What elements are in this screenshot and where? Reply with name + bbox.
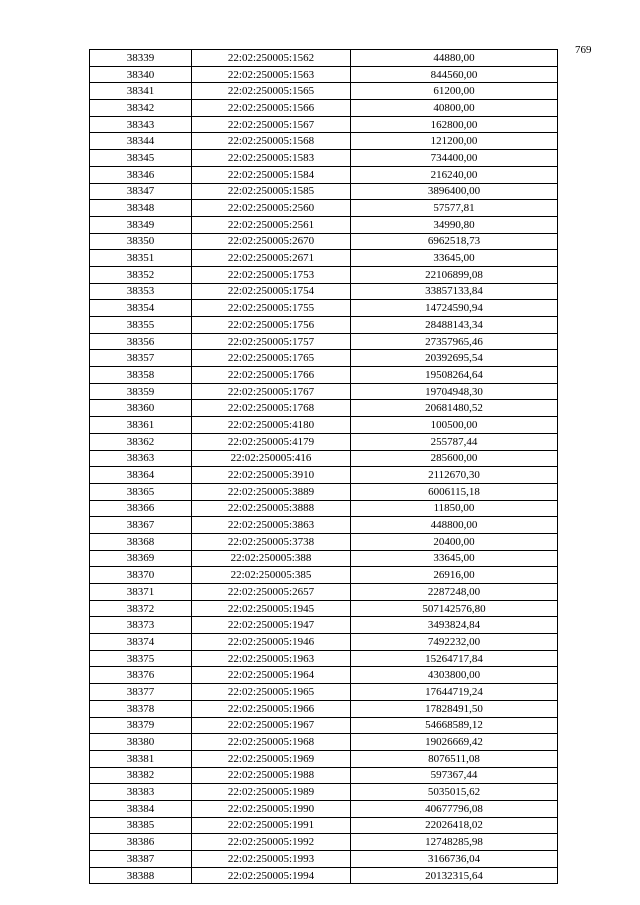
- cadastral-value-cell: 17828491,50: [351, 700, 558, 717]
- row-number-cell: 38364: [90, 467, 192, 484]
- table-row: [90, 483, 558, 500]
- cadastral-number-cell: 22:02:250005:3738: [192, 533, 351, 550]
- cadastral-number-cell: 22:02:250005:1993: [192, 851, 351, 868]
- cadastral-value-cell: 597367,44: [351, 767, 558, 784]
- row-number-cell: 38344: [90, 133, 192, 150]
- table-row: [90, 851, 558, 868]
- row-number-cell: 38354: [90, 300, 192, 317]
- cadastral-number-cell: 22:02:250005:1945: [192, 600, 351, 617]
- cadastral-number-cell: 22:02:250005:2657: [192, 584, 351, 601]
- cadastral-number-cell: 22:02:250005:2561: [192, 216, 351, 233]
- cadastral-number-cell: 22:02:250005:1946: [192, 634, 351, 651]
- cadastral-value-cell: 216240,00: [351, 166, 558, 183]
- table-row: [90, 383, 558, 400]
- row-number-cell: 38382: [90, 767, 192, 784]
- cadastral-value-cell: 3166736,04: [351, 851, 558, 868]
- row-number-cell: 38357: [90, 350, 192, 367]
- table-row: [90, 684, 558, 701]
- row-number-cell: 38384: [90, 800, 192, 817]
- table-row: [90, 817, 558, 834]
- table-row: [90, 500, 558, 517]
- cadastral-number-cell: 22:02:250005:1765: [192, 350, 351, 367]
- cadastral-value-cell: 34990,80: [351, 216, 558, 233]
- table-row: [90, 417, 558, 434]
- cadastral-number-cell: 22:02:250005:1988: [192, 767, 351, 784]
- row-number-cell: 38345: [90, 150, 192, 167]
- table-row: [90, 533, 558, 550]
- cadastral-value-cell: 15264717,84: [351, 650, 558, 667]
- cadastral-number-cell: 22:02:250005:1756: [192, 317, 351, 334]
- cadastral-number-cell: 22:02:250005:1583: [192, 150, 351, 167]
- cadastral-value-cell: 54668589,12: [351, 717, 558, 734]
- row-number-cell: 38376: [90, 667, 192, 684]
- cadastral-number-cell: 22:02:250005:1969: [192, 750, 351, 767]
- cadastral-value-cell: 7492232,00: [351, 634, 558, 651]
- table-row: [90, 700, 558, 717]
- table-row: [90, 300, 558, 317]
- table-row: [90, 467, 558, 484]
- cadastral-value-cell: 3896400,00: [351, 183, 558, 200]
- row-number-cell: 38372: [90, 600, 192, 617]
- table-row: [90, 350, 558, 367]
- cadastral-value-cell: 2112670,30: [351, 467, 558, 484]
- row-number-cell: 38353: [90, 283, 192, 300]
- row-number-cell: 38365: [90, 483, 192, 500]
- row-number-cell: 38349: [90, 216, 192, 233]
- row-number-cell: 38363: [90, 450, 192, 467]
- row-number-cell: 38351: [90, 250, 192, 267]
- row-number-cell: 38343: [90, 116, 192, 133]
- row-number-cell: 38362: [90, 433, 192, 450]
- row-number-cell: 38367: [90, 517, 192, 534]
- table-row: [90, 517, 558, 534]
- table-row: [90, 317, 558, 334]
- cadastral-number-cell: 22:02:250005:1565: [192, 83, 351, 100]
- cadastral-number-cell: 22:02:250005:1965: [192, 684, 351, 701]
- row-number-cell: 38386: [90, 834, 192, 851]
- cadastral-number-cell: 22:02:250005:1968: [192, 734, 351, 751]
- cadastral-number-cell: 22:02:250005:1766: [192, 367, 351, 384]
- row-number-cell: 38381: [90, 750, 192, 767]
- cadastral-value-cell: 57577,81: [351, 200, 558, 217]
- cadastral-number-cell: 22:02:250005:1963: [192, 650, 351, 667]
- row-number-cell: 38350: [90, 233, 192, 250]
- cadastral-value-table: [89, 49, 558, 884]
- cadastral-value-cell: 33857133,84: [351, 283, 558, 300]
- row-number-cell: 38385: [90, 817, 192, 834]
- cadastral-number-cell: 22:02:250005:1990: [192, 800, 351, 817]
- cadastral-number-cell: 22:02:250005:3910: [192, 467, 351, 484]
- cadastral-value-cell: 17644719,24: [351, 684, 558, 701]
- cadastral-value-cell: 6962518,73: [351, 233, 558, 250]
- cadastral-number-cell: 22:02:250005:385: [192, 567, 351, 584]
- table-row: [90, 367, 558, 384]
- cadastral-value-cell: 33645,00: [351, 250, 558, 267]
- cadastral-value-cell: 5035015,62: [351, 784, 558, 801]
- cadastral-number-cell: 22:02:250005:416: [192, 450, 351, 467]
- table-row: [90, 634, 558, 651]
- cadastral-number-cell: 22:02:250005:2560: [192, 200, 351, 217]
- cadastral-number-cell: 22:02:250005:2671: [192, 250, 351, 267]
- table-row: [90, 50, 558, 67]
- cadastral-value-cell: 844560,00: [351, 66, 558, 83]
- cadastral-value-cell: 121200,00: [351, 133, 558, 150]
- table-row: [90, 617, 558, 634]
- row-number-cell: 38348: [90, 200, 192, 217]
- table-row: [90, 233, 558, 250]
- cadastral-value-cell: 20400,00: [351, 533, 558, 550]
- cadastral-value-cell: 20132315,64: [351, 867, 558, 884]
- row-number-cell: 38373: [90, 617, 192, 634]
- cadastral-number-cell: 22:02:250005:1568: [192, 133, 351, 150]
- table-row: [90, 116, 558, 133]
- page-number: 769: [575, 44, 592, 56]
- cadastral-value-cell: 255787,44: [351, 433, 558, 450]
- cadastral-value-cell: 12748285,98: [351, 834, 558, 851]
- table-row: [90, 734, 558, 751]
- row-number-cell: 38360: [90, 400, 192, 417]
- cadastral-number-cell: 22:02:250005:1994: [192, 867, 351, 884]
- cadastral-number-cell: 22:02:250005:1964: [192, 667, 351, 684]
- cadastral-value-cell: 40677796,08: [351, 800, 558, 817]
- row-number-cell: 38361: [90, 417, 192, 434]
- cadastral-value-cell: 61200,00: [351, 83, 558, 100]
- table-row: [90, 333, 558, 350]
- table-row: [90, 100, 558, 117]
- cadastral-value-cell: 40800,00: [351, 100, 558, 117]
- row-number-cell: 38388: [90, 867, 192, 884]
- cadastral-value-cell: 2287248,00: [351, 584, 558, 601]
- cadastral-value-cell: 14724590,94: [351, 300, 558, 317]
- cadastral-value-cell: 22106899,08: [351, 266, 558, 283]
- table-row: [90, 717, 558, 734]
- table-row: [90, 133, 558, 150]
- table-row: [90, 667, 558, 684]
- cadastral-value-cell: 20681480,52: [351, 400, 558, 417]
- row-number-cell: 38352: [90, 266, 192, 283]
- cadastral-value-cell: 26916,00: [351, 567, 558, 584]
- table-row: [90, 83, 558, 100]
- cadastral-value-cell: 100500,00: [351, 417, 558, 434]
- row-number-cell: 38379: [90, 717, 192, 734]
- cadastral-number-cell: 22:02:250005:1757: [192, 333, 351, 350]
- cadastral-number-cell: 22:02:250005:1585: [192, 183, 351, 200]
- cadastral-value-cell: 507142576,80: [351, 600, 558, 617]
- table-row: [90, 150, 558, 167]
- cadastral-number-cell: 22:02:250005:1947: [192, 617, 351, 634]
- table-row: [90, 283, 558, 300]
- table-row: [90, 567, 558, 584]
- cadastral-number-cell: 22:02:250005:3888: [192, 500, 351, 517]
- cadastral-number-cell: 22:02:250005:4180: [192, 417, 351, 434]
- table-row: [90, 450, 558, 467]
- cadastral-number-cell: 22:02:250005:1754: [192, 283, 351, 300]
- table-row: [90, 767, 558, 784]
- table-row: [90, 550, 558, 567]
- row-number-cell: 38355: [90, 317, 192, 334]
- cadastral-number-cell: 22:02:250005:1967: [192, 717, 351, 734]
- cadastral-number-cell: 22:02:250005:1562: [192, 50, 351, 67]
- cadastral-value-cell: 285600,00: [351, 450, 558, 467]
- row-number-cell: 38387: [90, 851, 192, 868]
- table-row: [90, 800, 558, 817]
- cadastral-value-cell: 19026669,42: [351, 734, 558, 751]
- row-number-cell: 38380: [90, 734, 192, 751]
- cadastral-number-cell: 22:02:250005:1992: [192, 834, 351, 851]
- table-row: [90, 600, 558, 617]
- cadastral-number-cell: 22:02:250005:1989: [192, 784, 351, 801]
- cadastral-value-cell: 27357965,46: [351, 333, 558, 350]
- cadastral-number-cell: 22:02:250005:1566: [192, 100, 351, 117]
- row-number-cell: 38347: [90, 183, 192, 200]
- cadastral-number-cell: 22:02:250005:1991: [192, 817, 351, 834]
- cadastral-number-cell: 22:02:250005:2670: [192, 233, 351, 250]
- row-number-cell: 38383: [90, 784, 192, 801]
- row-number-cell: 38375: [90, 650, 192, 667]
- cadastral-number-cell: 22:02:250005:3863: [192, 517, 351, 534]
- cadastral-number-cell: 22:02:250005:1753: [192, 266, 351, 283]
- cadastral-value-cell: 20392695,54: [351, 350, 558, 367]
- table-row: [90, 266, 558, 283]
- row-number-cell: 38378: [90, 700, 192, 717]
- row-number-cell: 38346: [90, 166, 192, 183]
- table-row: [90, 66, 558, 83]
- cadastral-number-cell: 22:02:250005:1563: [192, 66, 351, 83]
- cadastral-value-cell: 4303800,00: [351, 667, 558, 684]
- cadastral-number-cell: 22:02:250005:388: [192, 550, 351, 567]
- cadastral-number-cell: 22:02:250005:1755: [192, 300, 351, 317]
- table-row: [90, 650, 558, 667]
- table-row: [90, 584, 558, 601]
- row-number-cell: 38377: [90, 684, 192, 701]
- table-row: [90, 166, 558, 183]
- row-number-cell: 38374: [90, 634, 192, 651]
- row-number-cell: 38368: [90, 533, 192, 550]
- row-number-cell: 38342: [90, 100, 192, 117]
- cadastral-number-cell: 22:02:250005:4179: [192, 433, 351, 450]
- cadastral-value-cell: 44880,00: [351, 50, 558, 67]
- table-row: [90, 400, 558, 417]
- table-row: [90, 784, 558, 801]
- cadastral-number-cell: 22:02:250005:3889: [192, 483, 351, 500]
- row-number-cell: 38358: [90, 367, 192, 384]
- cadastral-number-cell: 22:02:250005:1584: [192, 166, 351, 183]
- cadastral-number-cell: 22:02:250005:1567: [192, 116, 351, 133]
- row-number-cell: 38359: [90, 383, 192, 400]
- cadastral-value-cell: 11850,00: [351, 500, 558, 517]
- cadastral-value-cell: 162800,00: [351, 116, 558, 133]
- table-row: [90, 867, 558, 884]
- table-row: [90, 250, 558, 267]
- row-number-cell: 38366: [90, 500, 192, 517]
- row-number-cell: 38356: [90, 333, 192, 350]
- table-row: [90, 183, 558, 200]
- row-number-cell: 38341: [90, 83, 192, 100]
- cadastral-number-cell: 22:02:250005:1767: [192, 383, 351, 400]
- table-row: [90, 433, 558, 450]
- table-row: [90, 216, 558, 233]
- cadastral-value-cell: 8076511,08: [351, 750, 558, 767]
- cadastral-value-cell: 3493824,84: [351, 617, 558, 634]
- cadastral-value-cell: 19508264,64: [351, 367, 558, 384]
- cadastral-value-cell: 22026418,02: [351, 817, 558, 834]
- cadastral-number-cell: 22:02:250005:1966: [192, 700, 351, 717]
- table-row: [90, 750, 558, 767]
- cadastral-value-cell: 19704948,30: [351, 383, 558, 400]
- row-number-cell: 38369: [90, 550, 192, 567]
- cadastral-value-cell: 28488143,34: [351, 317, 558, 334]
- row-number-cell: 38339: [90, 50, 192, 67]
- cadastral-number-cell: 22:02:250005:1768: [192, 400, 351, 417]
- row-number-cell: 38370: [90, 567, 192, 584]
- table-row: [90, 200, 558, 217]
- cadastral-value-cell: 734400,00: [351, 150, 558, 167]
- cadastral-value-cell: 448800,00: [351, 517, 558, 534]
- row-number-cell: 38371: [90, 584, 192, 601]
- row-number-cell: 38340: [90, 66, 192, 83]
- table-row: [90, 834, 558, 851]
- cadastral-value-cell: 6006115,18: [351, 483, 558, 500]
- cadastral-value-cell: 33645,00: [351, 550, 558, 567]
- table-body: [90, 50, 558, 884]
